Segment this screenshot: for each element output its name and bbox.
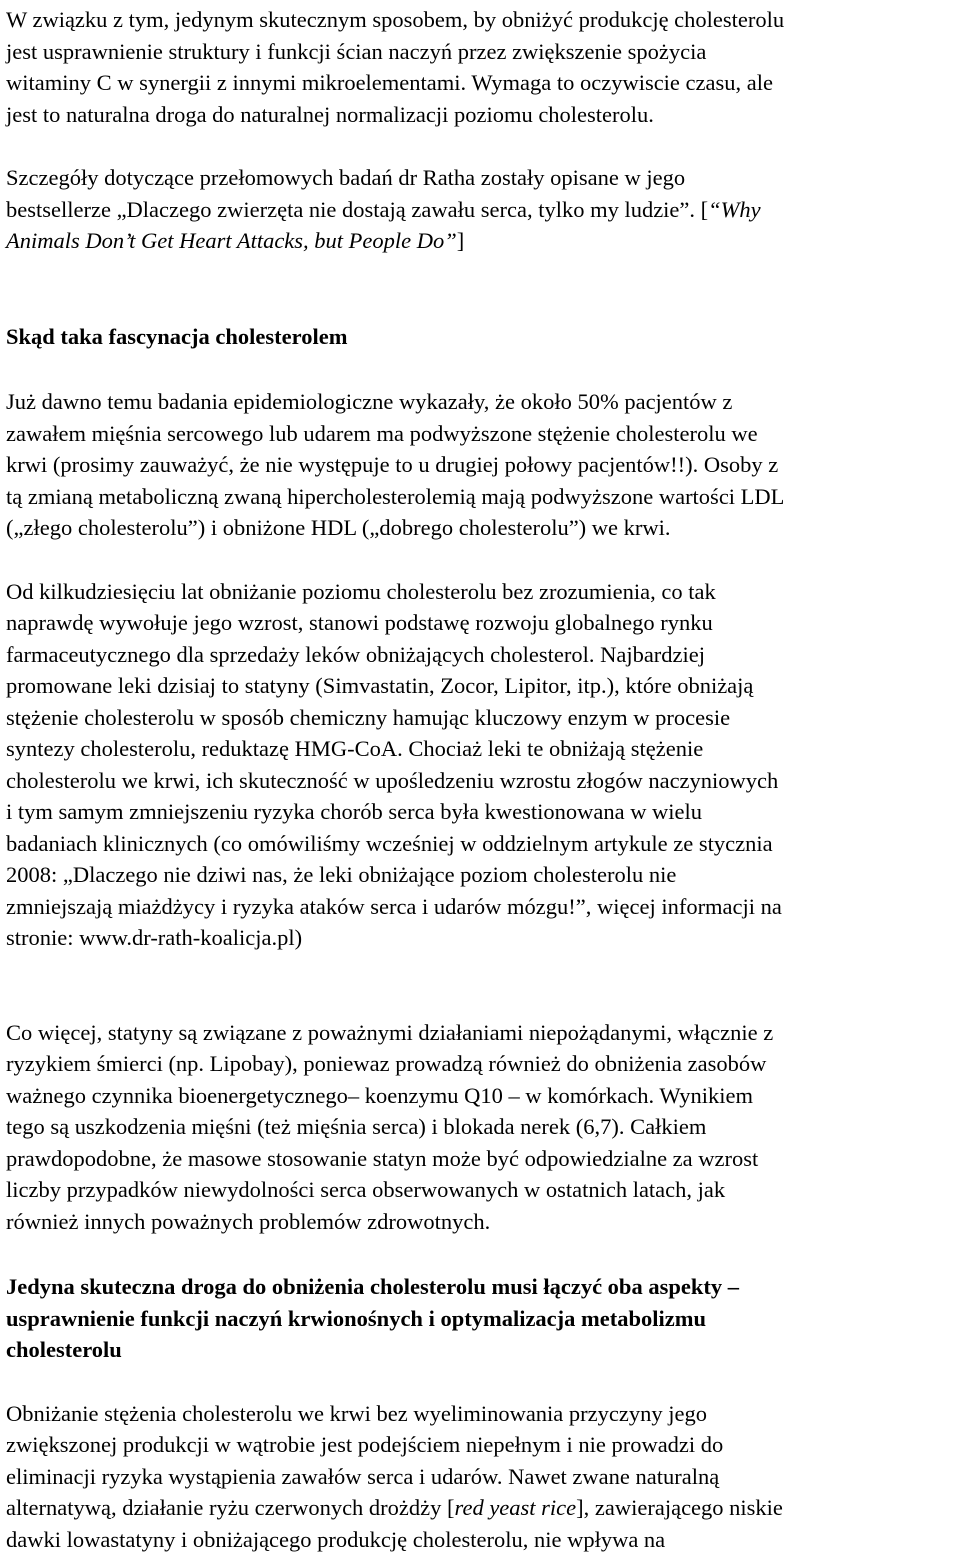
bracket-close: ]	[456, 228, 465, 253]
bestseller-text: Szczegóły dotyczące przełomowych badań dr Ratha zostały opisane w jego bestsellerze „Dlaczego zwierzęta nie dostają zawału serca, tylko my ludzie”. [	[6, 165, 709, 222]
english-book-title: “Why Animals Don’t Get Heart Attacks, but People Do”	[6, 196, 761, 253]
paragraph-statin-side-effects: Co więcej, statyny są związane z poważnymi działaniami niepożądanymi, włącznie z ryzykiem śmierci (np. Lipobay), poniewaz prowadzą również do obniżenia zasobów ważnego czynnika bioenergetycznego– koenzymu Q10 – w komórkach. Wynikiem tego są uszkodzenia mięśni (też mięśnia serca) i blokada nerek (6,7). Całkiem prawdopodobne, że masowe stosowanie statyn może być odpowiedzialne za wzrost liczby przypadków niewydolności serca obserwowanych w ostatnich latach, jak również innych poważnych problemów zdrowotnych.	[6, 1019, 774, 1234]
section-heading-fascination: Skąd taka fascynacja cholesterolem	[6, 323, 348, 349]
paragraph-vitamin-c: W związku z tym, jedynym skutecznym sposobem, by obniżyć produkcję cholesterolu jest usprawnienie struktury i funkcji ścian naczyń przez zwiększenie spożycia witaminy C w synergii z innymi mikroelementami. Wymaga to oczywiscie czasu, ale jest to naturalna droga do naturalnej normalizacji poziomu cholesterolu.	[6, 7, 785, 127]
red-yeast-text-end: ], zawierającego niskie dawki lowastatyny i obniżającego produkcję cholesterolu, nie wpływa na	[6, 1495, 783, 1552]
paragraph-dr-rath-bestseller	[6, 162, 960, 257]
paragraph-epidemiology: Już dawno temu badania epidemiologiczne wykazały, że około 50% pacjentów z zawałem mięśnia sercowego lub udarem ma podwyższone stężenie cholesterolu we krwi (prosimy zauważyć, że nie występuje to u drugiej połowy pacjentów!!). Osoby z tą zmianą metaboliczną zwaną hipercholesterolemią mają podwyższone wartości LDL („złego cholesterolu”) i obniżone HDL („dobrego cholesterolu”) we krwi.	[6, 389, 785, 540]
section-heading-only-way: Jedyna skuteczna droga do obniżenia cholesterolu musi łączyć oba aspekty – usprawnienie funkcji naczyń krwionośnych i optymalizacja metabolizmu cholesterolu	[6, 1274, 739, 1362]
red-yeast-rice-term: red yeast rice	[454, 1495, 577, 1520]
red-yeast-text: Obniżanie stężenia cholesterolu we krwi bez wyeliminowania przyczyny jego zwiększonej produkcji w wątrobie jest podejściem niepełnym i nie prowadzi do eliminacji ryzyka wystąpienia zawałów serca i udarów. Nawet zwane naturalną alternatywą, działanie ryżu czerwonych drożdży [	[6, 1400, 724, 1520]
paragraph-red-yeast-rice	[6, 1398, 960, 1556]
paragraph-statins-market: Od kilkudziesięciu lat obniżanie poziomu cholesterolu bez zrozumienia, co tak naprawdę wywołuje jego wzrost, stanowi podstawę rozwoju globalnego rynku farmaceutycznego dla sprzedaży leków obniżających cholesterol. Najbardziej promowane leki dzisiaj to statyny (Simvastatin, Zocor, Lipitor, itp.), które obniżają stężenie cholesterolu w sposób chemiczny hamując kluczowy enzym w procesie syntezy cholesterolu, reduktazę HMG-CoA. Chociaż leki te obniżają stężenie cholesterolu we krwi, ich skuteczność w upośledzeniu wzrostu złogów naczyniowych i tym samym zmniejszeniu ryzyka chorób serca była kwestionowana w wielu badaniach klinicznych (co omówiliśmy wcześniej w oddzielnym artykule ze stycznia 2008: „Dlaczego nie dziwi nas, że leki obniżające poziom cholesterolu nie zmniejszają miażdżycy i ryzyka ataków serca i udarów mózgu!”, więcej informacji na stronie: www.dr-rath-koalicja.pl)	[6, 578, 782, 950]
